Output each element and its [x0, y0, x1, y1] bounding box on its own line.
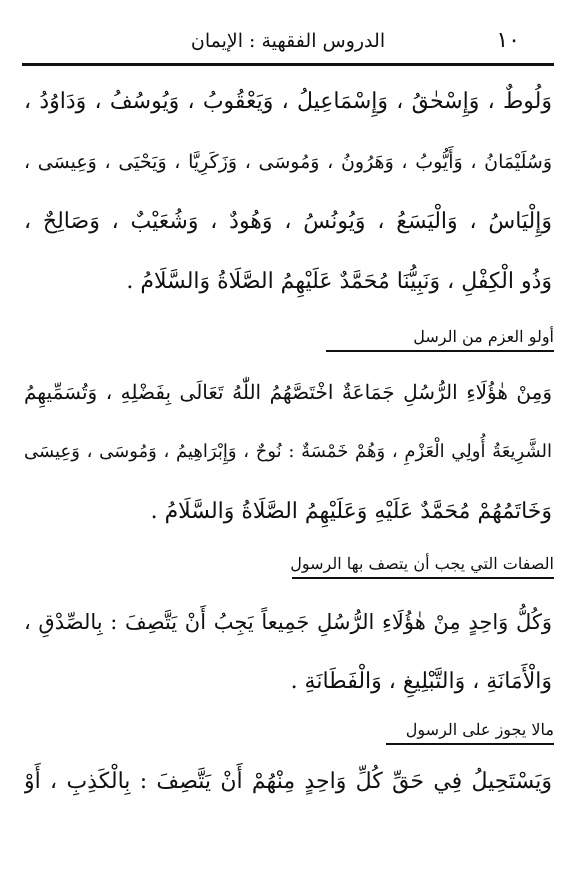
prophets-paragraph	[24, 72, 552, 312]
text-line: وَخَاتَمُهُمْ مُحَمَّدٌ عَلَيْهِ وَعَلَيْهِمُ الصَّلَاةُ وَالسَّلَامُ .	[150, 499, 552, 524]
text-line: وَإِلْيَاسُ ، وَالْيَسَعُ ، وَيُونُسُ ، وَهُودٌ ، وَشُعَيْبٌ ، وَصَالِحٌ ،	[24, 209, 552, 234]
text-line: وَلُوطٌ ، وَإِسْحٰقُ ، وَإِسْمَاعِيلُ ، وَيَعْقُوبُ ، وَيُوسُفُ ، وَدَاوُدُ ،	[24, 89, 552, 114]
required-attributes-paragraph	[24, 592, 552, 712]
running-title: الدروس الفقهية : الإيمان	[190, 30, 386, 52]
text-line: وَكُلُّ وَاحِدٍ مِنْ هٰؤُلَاءِ الرُّسُلِ جَمِيعاً يَجِبُ أَنْ يَتَّصِفَ : بِالصِّدْقِ ،	[24, 610, 552, 634]
page-number: ١٠	[496, 28, 520, 53]
impermissible-paragraph	[24, 752, 552, 812]
section-heading-rule	[292, 577, 554, 579]
section-heading-ulul-azm: أولو العزم من الرسل	[413, 327, 554, 346]
text-line: وَمِنْ هٰؤُلَاءِ الرُّسُلِ جَمَاعَةٌ اخْتَصَّهُمُ اللّٰهُ تَعَالَى بِفَضْلِهِ ، وَتُسَمِّيهِمُ	[24, 380, 552, 404]
ulul-azm-paragraph	[24, 362, 552, 542]
section-heading-required-attributes: الصفات التي يجب أن يتصف بها الرسول	[290, 554, 554, 573]
page-header	[22, 22, 554, 56]
text-line: وَذُو الْكِفْلِ ، وَنَبِيُّنَا مُحَمَّدٌ عَلَيْهِمُ الصَّلَاةُ وَالسَّلَامُ .	[126, 269, 552, 294]
text-line: الشَّرِيعَةُ أُولِي الْعَزْمِ ، وَهُمْ خَمْسَةٌ : نُوحٌ ، وَإِبْرَاهِيمُ ، وَمُوسَى ، وَعِيسَى	[24, 441, 552, 462]
text-line: وَسُلَيْمَانُ ، وَأَيُّوبُ ، وَهَرُونُ ، وَمُوسَى ، وَزَكَرِيَّا ، وَيَحْيَى ، وَعِيسَى ،	[24, 151, 552, 173]
section-heading-impermissible: مالا يجوز على الرسول	[405, 720, 554, 739]
text-line: وَالْأَمَانَةِ ، وَالتَّبْلِيغِ ، وَالْفَطَانَةِ .	[290, 669, 552, 694]
section-heading-rule	[326, 350, 554, 352]
header-rule	[22, 63, 554, 66]
text-line: وَيَسْتَحِيلُ فِي حَقِّ كُلِّ وَاحِدٍ مِنْهُمْ أَنْ يَتَّصِفَ : بِالْكَذِبِ ، أَوْ	[24, 769, 552, 794]
section-heading-rule	[386, 743, 554, 745]
